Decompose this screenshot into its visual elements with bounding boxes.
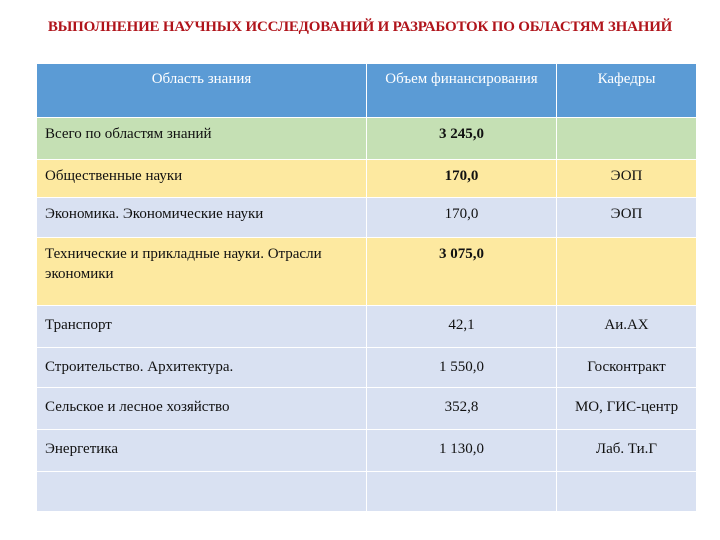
cell-departments: Госконтракт (557, 348, 697, 388)
cell-departments: Аи.АХ (557, 306, 697, 348)
cell-funding: 3 245,0 (367, 118, 557, 160)
header-area: Область знания (37, 64, 367, 118)
cell-area: Общественные науки (37, 160, 367, 198)
funding-table (36, 63, 697, 512)
table-row (37, 472, 697, 512)
cell-funding: 170,0 (367, 160, 557, 198)
cell-area: Строительство. Архитектура. (37, 348, 367, 388)
cell-funding: 42,1 (367, 306, 557, 348)
cell-departments: ЭОП (557, 198, 697, 238)
cell-funding: 3 075,0 (367, 238, 557, 306)
table-row (37, 388, 697, 430)
cell-area: Энергетика (37, 430, 367, 472)
table-row (37, 160, 697, 198)
table-row (37, 348, 697, 388)
cell-area: Экономика. Экономические науки (37, 198, 367, 238)
table-row (37, 238, 697, 306)
cell-departments: ЭОП (557, 160, 697, 198)
cell-area: Технические и прикладные науки. Отрасли экономики (37, 238, 367, 306)
cell-area: Сельское и лесное хозяйство (37, 388, 367, 430)
cell-funding: 1 550,0 (367, 348, 557, 388)
cell-funding: 170,0 (367, 198, 557, 238)
table-row (37, 198, 697, 238)
table-header-row (37, 64, 697, 118)
cell-funding (367, 472, 557, 512)
table-row (37, 306, 697, 348)
cell-funding: 352,8 (367, 388, 557, 430)
slide-title: ВЫПОЛНЕНИЕ НАУЧНЫХ ИССЛЕДОВАНИЙ И РАЗРАБОТОК ПО ОБЛАСТЯМ ЗНАНИЙ (47, 19, 673, 35)
table-row (37, 118, 697, 160)
cell-funding: 1 130,0 (367, 430, 557, 472)
cell-departments: МО, ГИС-центр (557, 388, 697, 430)
cell-departments: Лаб. Ти.Г (557, 430, 697, 472)
cell-departments (557, 238, 697, 306)
table-row (37, 430, 697, 472)
cell-departments (557, 472, 697, 512)
cell-departments (557, 118, 697, 160)
cell-area: Всего по областям знаний (37, 118, 367, 160)
cell-area: Транспорт (37, 306, 367, 348)
header-departments: Кафедры (557, 64, 697, 118)
header-funding: Объем финансирования (367, 64, 557, 118)
cell-area (37, 472, 367, 512)
